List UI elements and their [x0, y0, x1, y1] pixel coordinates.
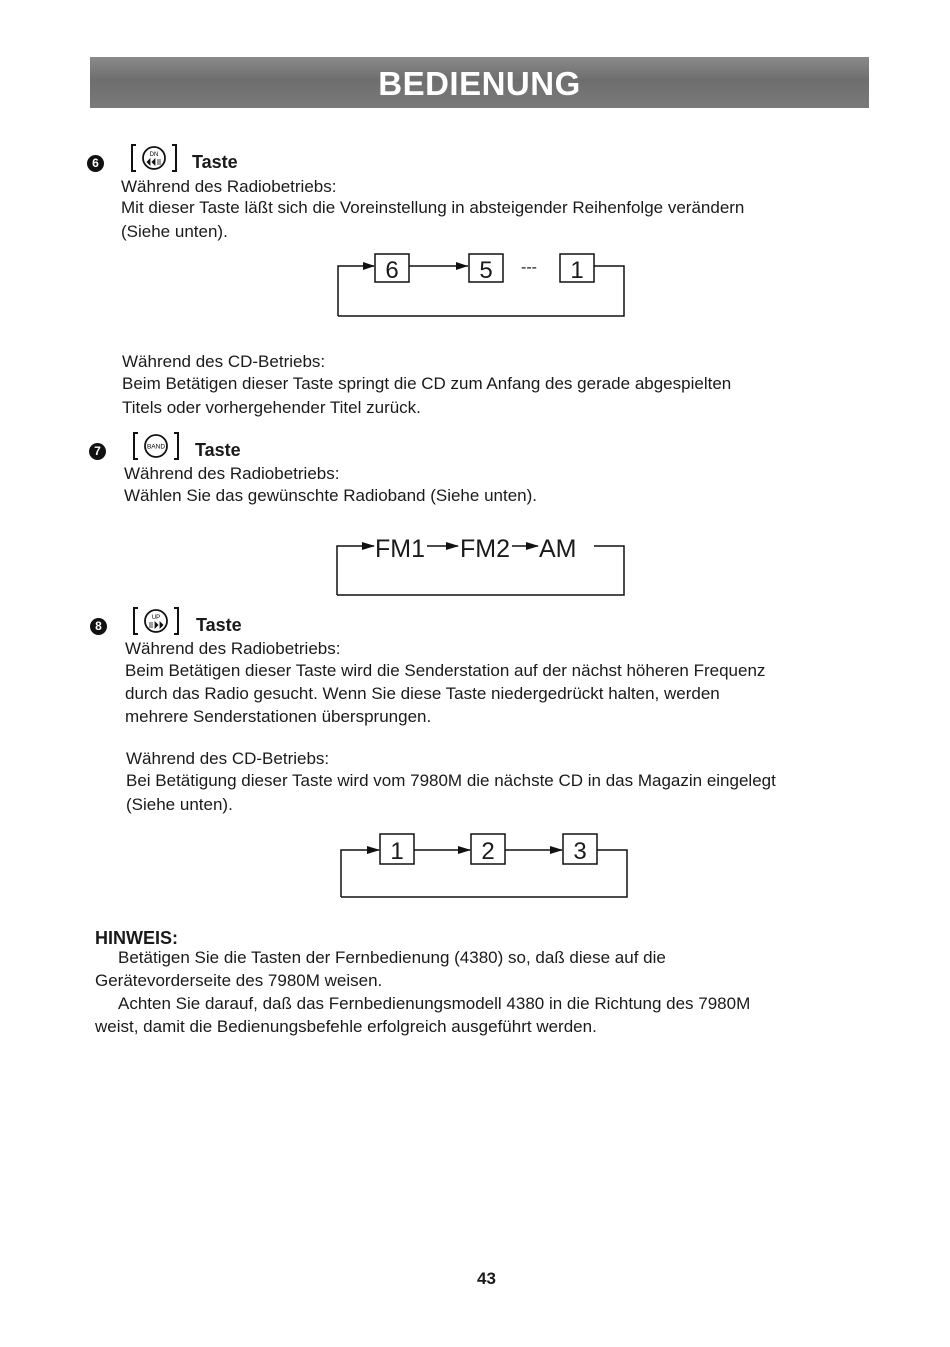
- paragraph-line: Bei Betätigung dieser Taste wird vom 7980M die nächste CD in das Magazin eingelegt: [126, 771, 776, 790]
- radio-heading: Während des Radiobetriebs:: [124, 464, 340, 483]
- paragraph-line: Beim Betätigen dieser Taste wird die Senderstation auf der nächst höheren Frequenz: [125, 661, 766, 680]
- diagram-band-label: FM2: [460, 535, 510, 563]
- up-seek-forward-icon: [132, 606, 180, 636]
- note-line: Achten Sie darauf, daß das Fernbedienungsmodell 4380 in die Richtung des 7980M: [118, 994, 751, 1013]
- cd-heading: Während des CD-Betriebs:: [126, 749, 330, 768]
- note-heading: HINWEIS:: [95, 928, 178, 948]
- magazine-cycle-diagram: [335, 826, 635, 902]
- diagram-box-label: 1: [390, 838, 404, 865]
- diagram-box-label: 3: [573, 838, 587, 865]
- paragraph-line: Beim Betätigen dieser Taste springt die CD zum Anfang des gerade abgespielten: [122, 374, 732, 393]
- diagram-box-label: 5: [479, 257, 493, 284]
- note-line: Gerätevorderseite des 7980M weisen.: [95, 971, 383, 990]
- paragraph-line: (Siehe unten).: [121, 222, 228, 241]
- paragraph-line: mehrere Senderstationen übersprungen.: [125, 707, 432, 726]
- key-icon-text: BAND: [146, 443, 166, 451]
- paragraph-line: Mit dieser Taste läßt sich die Voreinstellung in absteigender Reihenfolge verändern: [121, 198, 745, 217]
- diagram-ellipsis: ---: [521, 259, 537, 276]
- diagram-box-label: 6: [385, 257, 399, 284]
- key-label: Taste: [192, 152, 238, 172]
- key-label: Taste: [195, 440, 241, 460]
- band-icon: [132, 431, 180, 461]
- paragraph-line: Titels oder vorhergehender Titel zurück.: [122, 398, 421, 417]
- cd-heading: Während des CD-Betriebs:: [122, 352, 326, 371]
- key-icon-text: UP: [151, 615, 161, 621]
- diagram-box-label: 1: [570, 257, 584, 284]
- page-title: BEDIENUNG: [378, 65, 581, 102]
- preset-cycle-diagram: [330, 248, 630, 322]
- radio-heading: Während des Radiobetriebs:: [125, 639, 341, 658]
- band-cycle-diagram: [332, 530, 632, 600]
- diagram-band-label: FM1: [375, 535, 425, 563]
- page-number: 43: [477, 1269, 496, 1288]
- paragraph-line: durch das Radio gesucht. Wenn Sie diese Taste niedergedrückt halten, werden: [125, 684, 720, 703]
- section-number-6: 6: [87, 155, 104, 172]
- note-line: weist, damit die Bedienungsbefehle erfolgreich ausgeführt werden.: [95, 1017, 597, 1036]
- diagram-box-label: 2: [481, 838, 495, 865]
- note-line: Betätigen Sie die Tasten der Fernbedienung (4380) so, daß diese auf die: [118, 948, 666, 967]
- diagram-band-label: AM: [539, 535, 577, 563]
- paragraph-line: Wählen Sie das gewünschte Radioband (Siehe unten).: [124, 486, 537, 505]
- paragraph-line: (Siehe unten).: [126, 795, 233, 814]
- key-label: Taste: [196, 615, 242, 635]
- dn-seek-back-icon: [130, 143, 178, 173]
- section-number-8: 8: [90, 618, 107, 635]
- radio-heading: Während des Radiobetriebs:: [121, 177, 337, 196]
- key-icon-text: DN: [149, 152, 159, 158]
- section-number-7: 7: [89, 443, 106, 460]
- header-banner: [90, 57, 869, 108]
